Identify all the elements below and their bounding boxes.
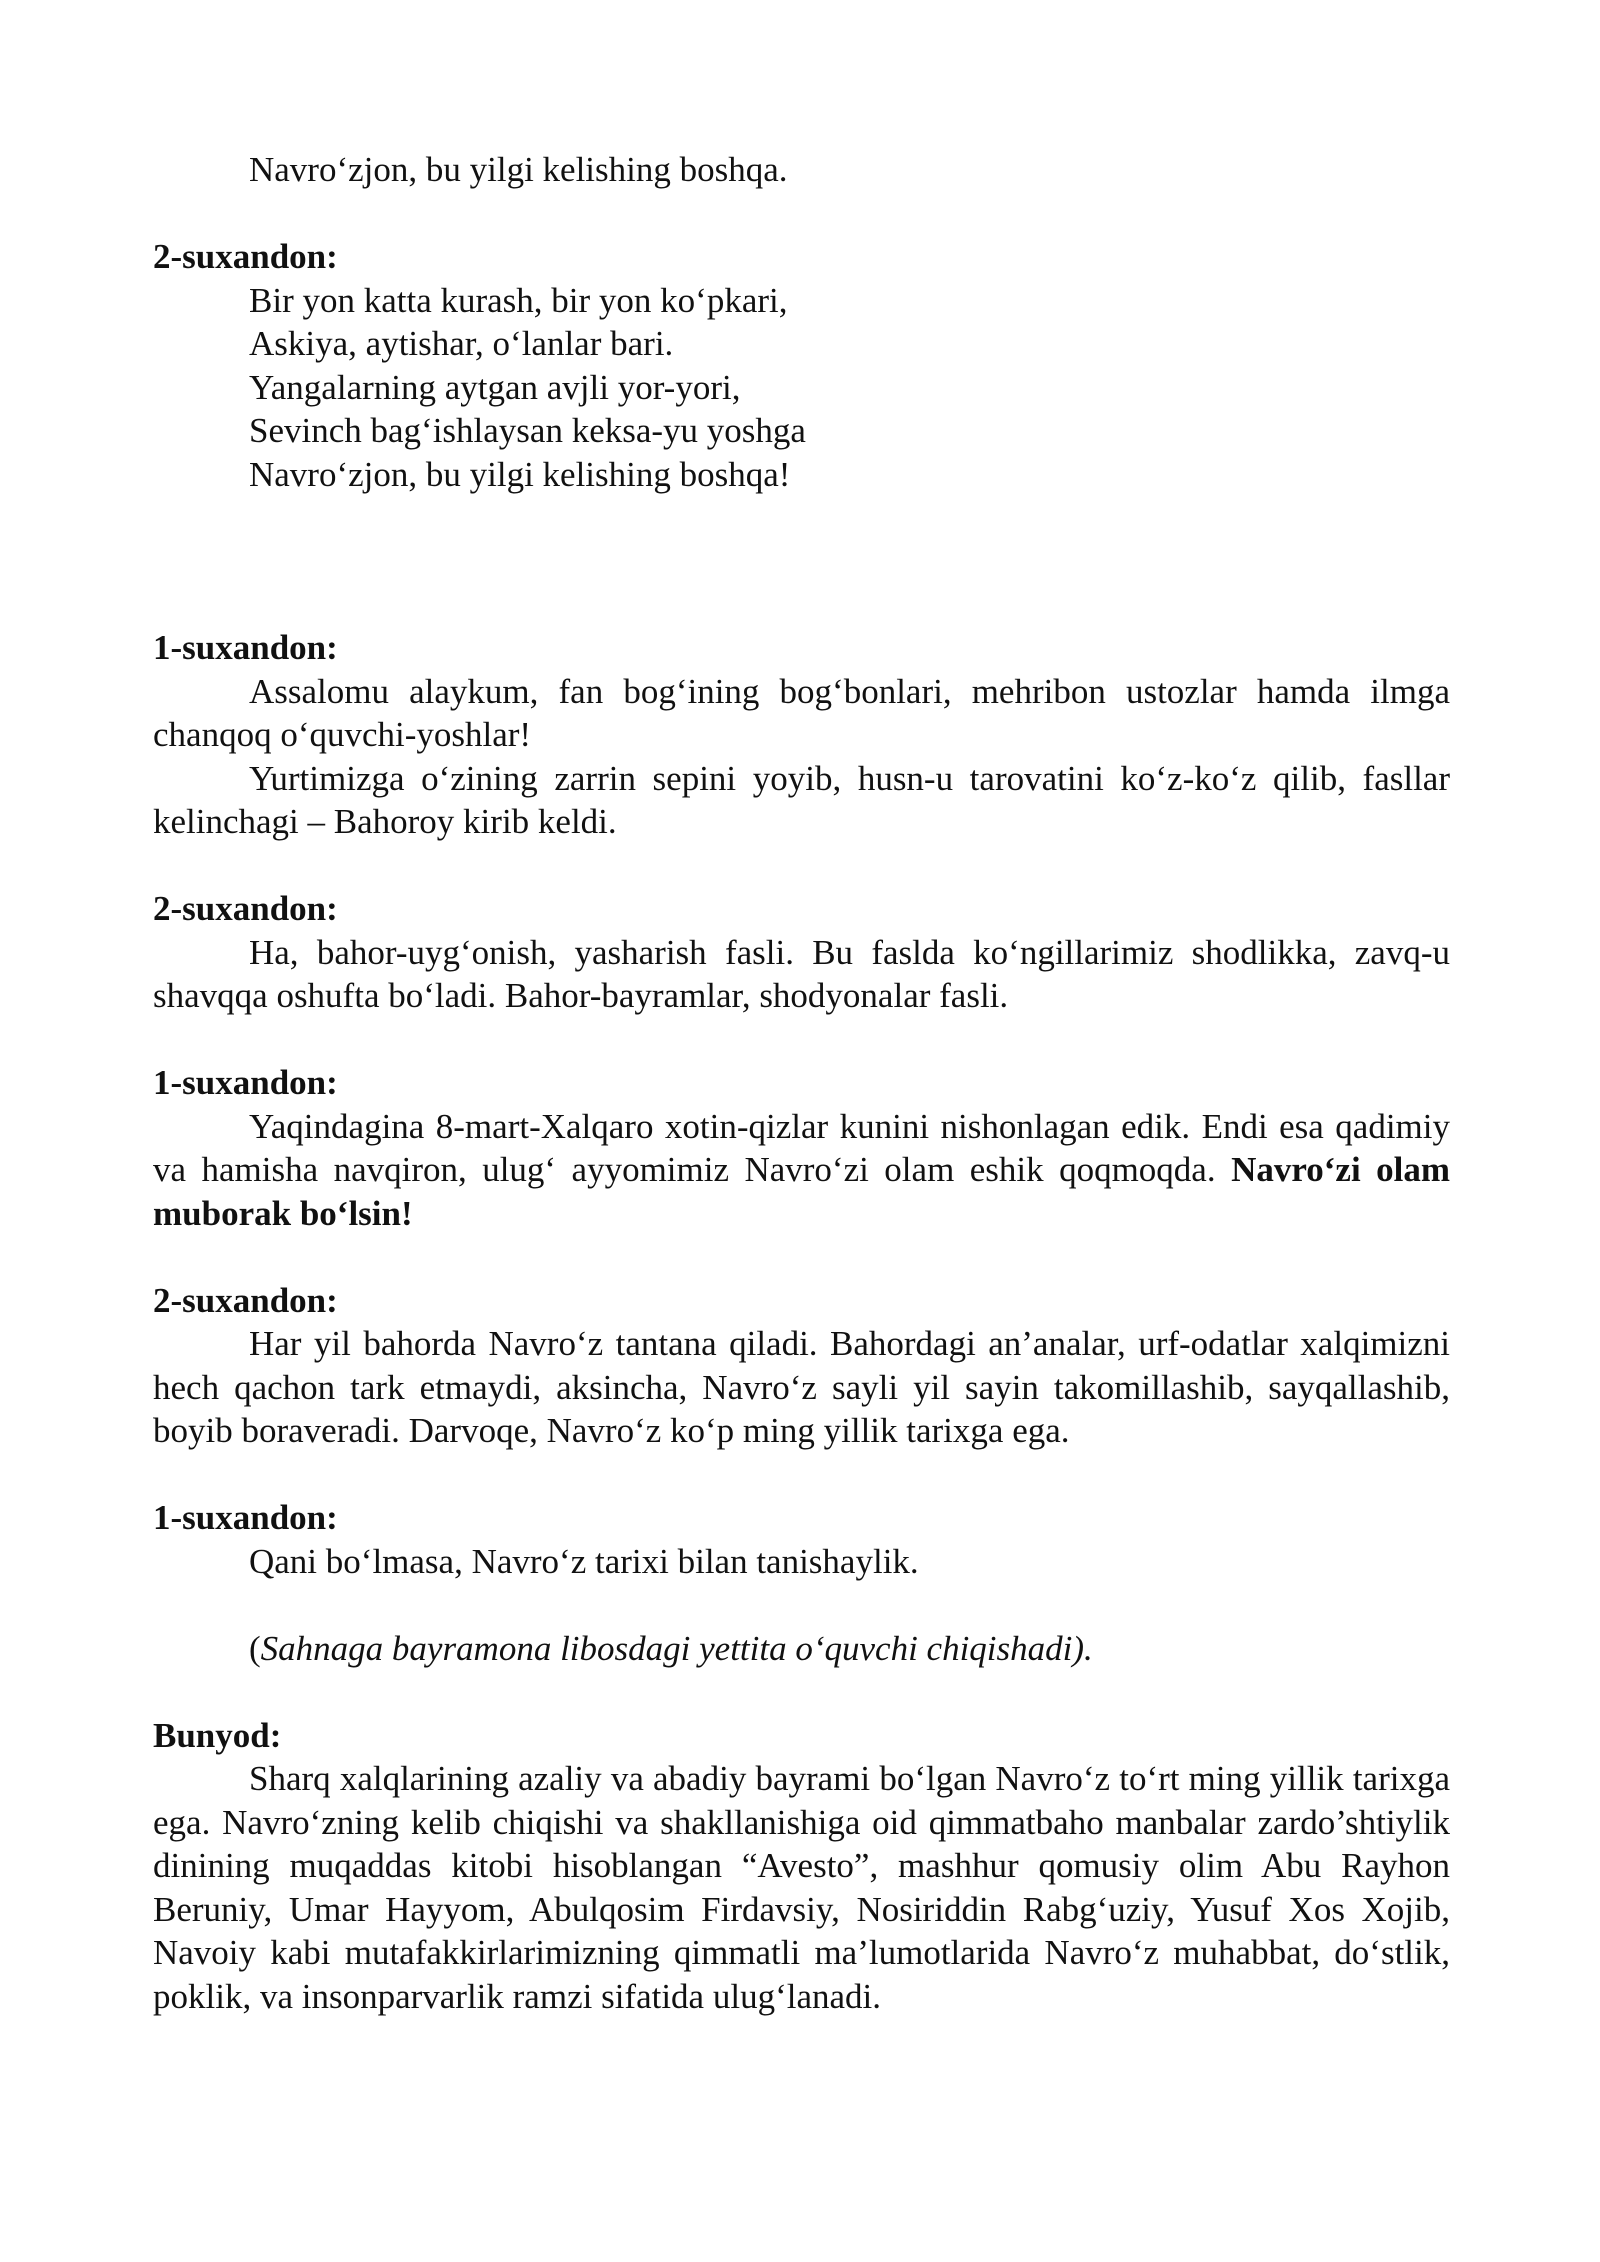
stage-paren: (: [249, 1628, 261, 1668]
section-2-suxandon-verse: [153, 235, 1450, 496]
speaker-label: 1-suxandon:: [153, 628, 338, 667]
section-2-suxandon-spring: [153, 887, 1450, 1018]
section-1-suxandon-navruz: [153, 1061, 1450, 1235]
speaker-label: 1-suxandon:: [153, 1063, 338, 1102]
section-1-suxandon-history: [153, 1496, 1450, 1670]
verse-line: Navro‘zjon, bu yilgi kelishing boshqa.: [249, 150, 788, 189]
paragraph-text: Yaqindagina 8-mart-Xalqaro xotin-qizlar kunini nishonlagan edik. Endi esa qadimiy va hamisha navqiron, ulug‘ ayyomimiz Navro‘zi olam eshik qoqmoqda.: [153, 1106, 1450, 1189]
verse-line: Bir yon katta kurash, bir yon ko‘pkari,: [249, 280, 788, 320]
verse: [153, 279, 1450, 497]
paragraph: Har yil bahorda Navro‘z tantana qiladi. Bahordagi an’analar, urf-odatlar xalqimizni hech qachon tark etmaydi, aksincha, Navro‘z sayli yil sayin takomillashib, sayqallashib, boyib boraveradi. Darvoqe, Navro‘z ko‘p ming yillik tarixga ega.: [153, 1324, 1450, 1450]
paragraph: Yurtimizga o‘zining zarrin sepini yoyib, husn-u tarovatini ko‘z-ko‘z qilib, fasllar kelinchagi – Bahoroy kirib keldi.: [153, 758, 1450, 841]
speaker-label: 2-suxandon:: [153, 889, 338, 928]
speaker-label: Bunyod:: [153, 1715, 282, 1755]
paragraph: Qani bo‘lmasa, Navro‘z tarixi bilan tanishaylik.: [249, 1541, 919, 1581]
document-page: [153, 148, 1450, 2018]
paragraph: [153, 1105, 1450, 1236]
paragraph: Ha, bahor-uyg‘onish, yasharish fasli. Bu faslda ko‘ngillarimiz shodlikka, zavq-u shavqqa oshufta bo‘ladi. Bahor-bayramlar, shodyonalar fasli.: [153, 932, 1450, 1015]
intro-verse: [153, 148, 1450, 192]
section-2-suxandon-traditions: [153, 1279, 1450, 1453]
verse-line: Navro‘zjon, bu yilgi kelishing boshqa!: [249, 454, 791, 494]
verse-line: Sevinch bag‘ishlaysan keksa-yu yoshga: [249, 411, 806, 450]
section-1-suxandon-greeting: [153, 626, 1450, 844]
paragraph: Assalomu alaykum, fan bog‘ining bog‘bonlari, mehribon ustozlar hamda ilmga chanqoq o‘quvchi-yoshlar!: [153, 671, 1450, 754]
verse-line: Yangalarning aytgan avjli yor-yori,: [249, 367, 741, 407]
bold-exclamation: Navro‘zi olam muborak bo‘lsin!: [153, 1150, 1451, 1233]
section-bunyod: [153, 1714, 1450, 2019]
stage-direction: [153, 1627, 1450, 1671]
verse-line: Askiya, aytishar, o‘lanlar bari.: [249, 324, 674, 363]
speaker-label: 2-suxandon:: [153, 1280, 338, 1320]
paragraph: Sharq xalqlarining azaliy va abadiy bayrami bo‘lgan Navro‘z to‘rt ming yillik tarixga ega. Navro‘zning kelib chiqishi va shakllanishiga oid qimmatbaho manbalar zardo’shtiylik dinining muqaddas kitobi hisoblangan “Avesto”, mashhur qomusiy olim Abu Rayhon Beruniy, Umar Hayyom, Abulqosim Firdavsiy, Nosiriddin Rabg‘uziy, Yusuf Xos Xojib, Navoiy kabi mutafakkirlarimizning qimmatli ma’lumotlarida Navro‘z muhabbat, do‘stlik, poklik, va insonparvarlik ramzi sifatida ulug‘lanadi.: [153, 1759, 1450, 2016]
speaker-label: 2-suxandon:: [153, 237, 338, 276]
stage-direction-text: Sahnaga bayramona libosdagi yettita o‘quvchi chiqishadi).: [260, 1628, 1093, 1668]
speaker-label: 1-suxandon:: [153, 1498, 338, 1537]
